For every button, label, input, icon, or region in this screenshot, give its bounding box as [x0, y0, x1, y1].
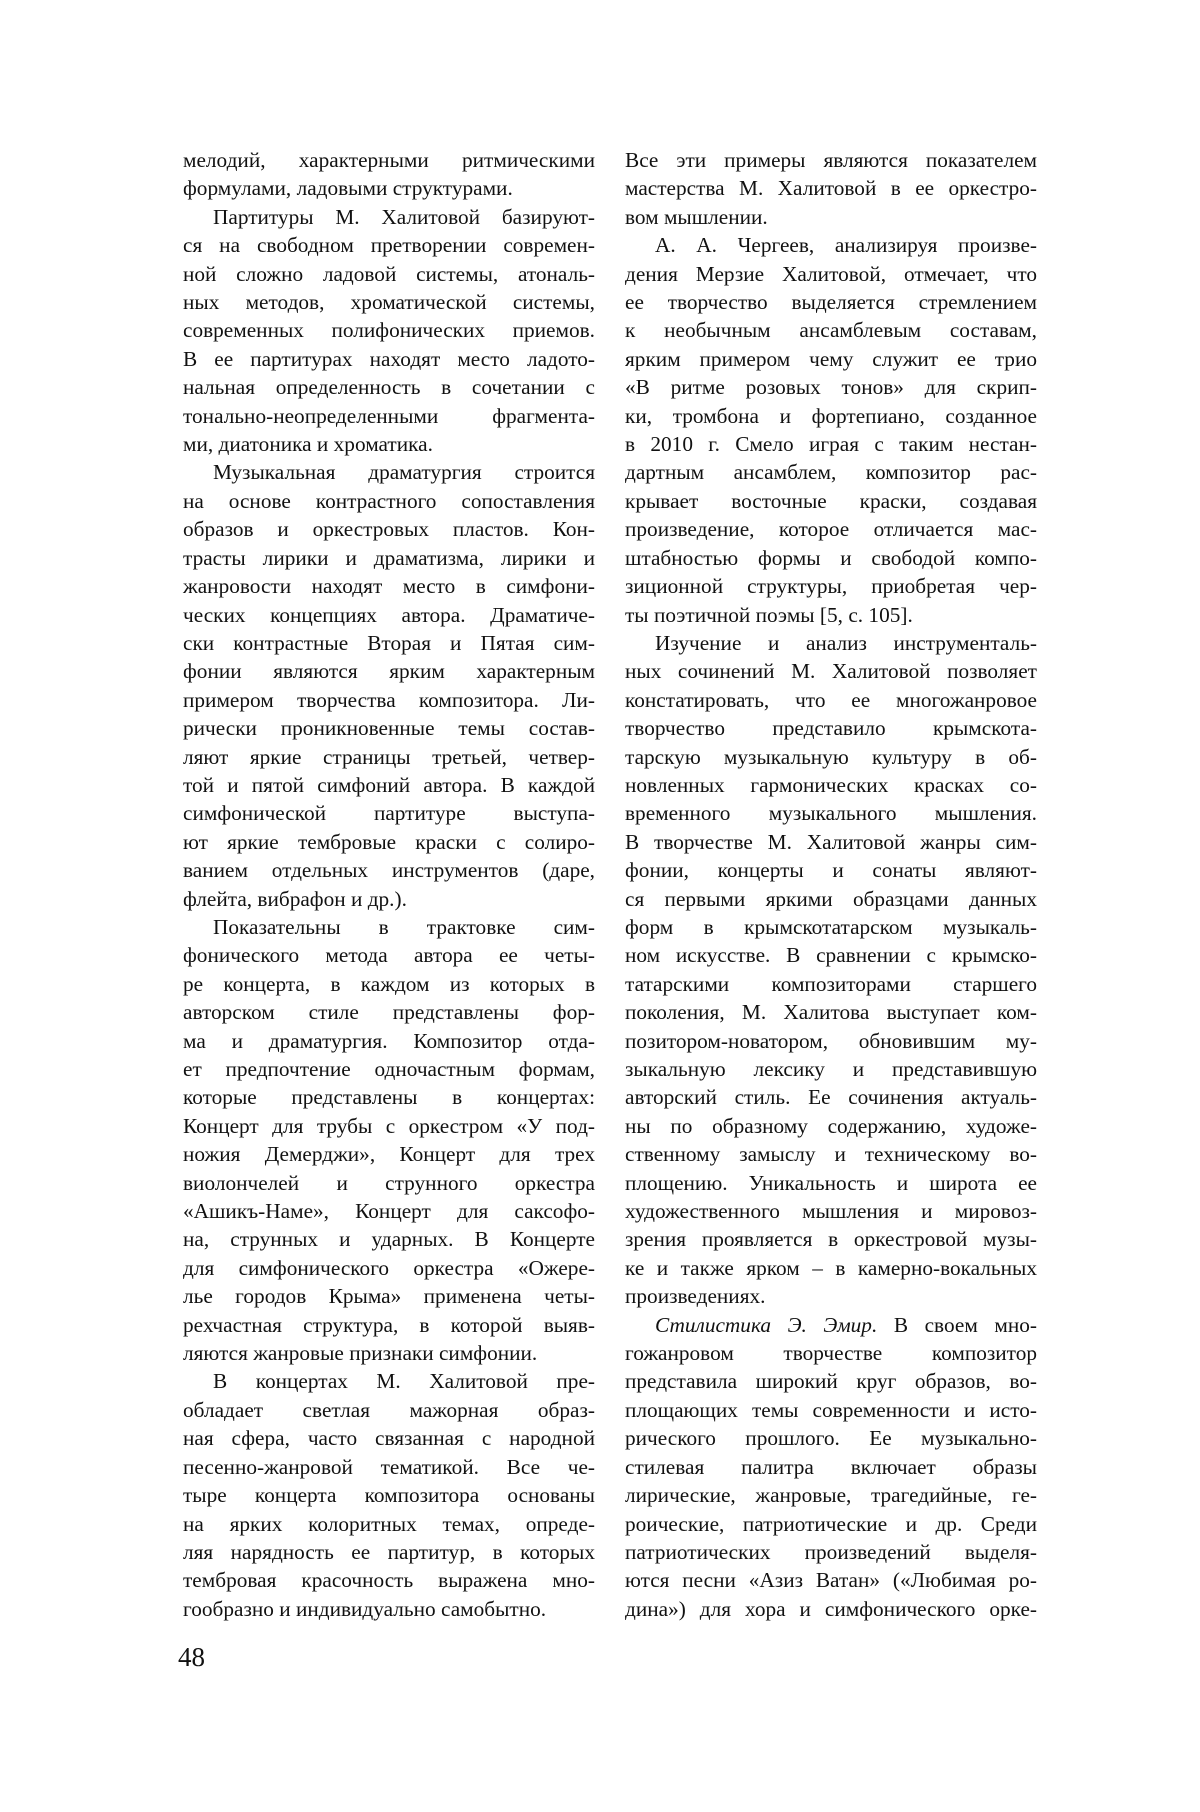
paragraph: [183, 458, 595, 913]
text-line: ном искусстве. В сравнении с крымско-: [625, 943, 1037, 968]
text-line: ке и также ярком – в камерно-вокальных: [625, 1255, 1037, 1280]
text-line: ны по образному содержанию, художе-: [625, 1113, 1037, 1138]
text-line: на, струнных и ударных. В Концерте: [183, 1227, 595, 1252]
text-line: ляя нарядность ее партитур, в которых: [183, 1539, 595, 1564]
text-line: художественного мышления и мировоз-: [625, 1199, 1037, 1224]
text-line: виолончелей и струнного оркестра: [183, 1170, 595, 1195]
text-line: ми, диатоника и хроматика.: [183, 432, 433, 457]
page-number: 48: [178, 1642, 205, 1672]
text-line: роические, патриотические и др. Среди: [625, 1511, 1037, 1536]
text-line: творчество представило крымскота-: [625, 716, 1037, 741]
text-line: обладает светлая мажорная образ-: [183, 1397, 595, 1422]
text-line: ная сфера, часто связанная с народной: [183, 1426, 595, 1451]
text-line: мастерства М. Халитовой в ее оркестро-: [625, 176, 1037, 201]
text-line: зрения проявляется в оркестровой музы-: [625, 1227, 1037, 1252]
text-line: фонии являются ярким характерным: [183, 659, 595, 684]
right-column: [625, 146, 1037, 1623]
text-line: крывает восточные краски, создавая: [625, 488, 1037, 513]
text-run: В своем мно-: [877, 1312, 1037, 1337]
text-line: форм в крымскотатарском музыкаль-: [625, 914, 1037, 939]
paragraph: [625, 1311, 1037, 1623]
text-line: авторском стиле представлены фор-: [183, 1000, 595, 1025]
text-line: ки, тромбона и фортепиано, созданное: [625, 403, 1037, 428]
text-line: произведениях.: [625, 1284, 766, 1309]
text-line: штабностью формы и свободой компо-: [625, 545, 1037, 570]
paragraph: [183, 203, 595, 459]
italic-lead: Стилистика Э. Эмир.: [655, 1312, 878, 1337]
text-line: временного музыкального мышления.: [625, 801, 1037, 826]
text-line: лье городов Крыма» применена четы-: [183, 1284, 595, 1309]
text-line: В ее партитурах находят место ладото-: [183, 346, 595, 371]
text-line: зиционной структуры, приобретая чер-: [625, 574, 1037, 599]
text-line: ма и драматургия. Композитор отда-: [183, 1028, 595, 1053]
text-line: ски контрастные Вторая и Пятая сим-: [183, 630, 595, 655]
text-line: Концерт для трубы с оркестром «У под-: [183, 1113, 595, 1138]
paragraph: [625, 629, 1037, 1311]
text-line: ются песни «Азиз Ватан» («Любимая ро-: [625, 1568, 1037, 1593]
text-line: гообразно и индивидуально самобытно.: [183, 1596, 547, 1621]
text-line: рически проникновенные темы состав-: [183, 716, 595, 741]
text-line: тонально-неопределенными фрагмента-: [183, 403, 595, 428]
text-line: ре концерта, в каждом из которых в: [183, 971, 595, 996]
paragraph: [625, 231, 1037, 629]
text-line: симфонической партитуре выступа-: [183, 801, 595, 826]
text-line: дартным ансамблем, композитор рас-: [625, 460, 1037, 485]
text-line: произведение, которое отличается мас-: [625, 517, 1037, 542]
text-line: ной сложно ладовой системы, атональ-: [183, 261, 595, 286]
text-line: Все эти примеры являются показателем: [625, 148, 1037, 172]
text-line: на основе контрастного сопоставления: [183, 488, 595, 513]
text-line: ванием отдельных инструментов (даре,: [183, 858, 595, 883]
text-line: ты поэтичной поэмы [5, с. 105].: [625, 602, 913, 627]
paragraph: [625, 146, 1037, 231]
text-line: площающих темы современности и исто-: [625, 1397, 1037, 1422]
text-line: ножия Демерджи», Концерт для трех: [183, 1142, 595, 1167]
text-line: образов и оркестровых пластов. Кон-: [183, 517, 595, 542]
text-line: татарскими композиторами старшего: [625, 971, 1037, 996]
text-line: ют яркие тембровые краски с солиро-: [183, 829, 595, 854]
paragraph: [183, 146, 595, 203]
text-line: В творчестве М. Халитовой жанры сим-: [625, 829, 1037, 854]
paragraph: [183, 913, 595, 1368]
text-line: ет предпочтение одночастным формам,: [183, 1057, 595, 1081]
text-line: гожанровом творчестве композитор: [625, 1341, 1037, 1366]
text-line: ных сочинений М. Халитовой позволяет: [625, 659, 1037, 684]
text-line: А. А. Чергеев, анализируя произве-: [655, 233, 1037, 258]
text-line: Изучение и анализ инструменталь-: [655, 630, 1037, 655]
text-line: фонии, концерты и сонаты являют-: [625, 858, 1037, 883]
text-line: той и пятой симфоний автора. В каждой: [183, 772, 595, 797]
text-line: Показательны в трактовке сим-: [213, 914, 595, 939]
text-line: фонического метода автора ее четы-: [183, 943, 595, 968]
text-line: поколения, М. Халитова выступает ком-: [625, 1000, 1037, 1025]
paragraph: [183, 1367, 595, 1623]
text-line: Партитуры М. Халитовой базируют-: [213, 204, 595, 229]
text-line: которые представлены в концертах:: [183, 1085, 595, 1110]
text-line: ся первыми яркими образцами данных: [625, 886, 1037, 911]
text-line: дина») для хора и симфонического орке-: [625, 1596, 1037, 1621]
text-line: мелодий, характерными ритмическими: [183, 148, 595, 172]
text-line: нальная определенность в сочетании с: [183, 375, 595, 400]
text-line: В концертах М. Халитовой пре-: [213, 1369, 595, 1394]
text-line: констатировать, что ее многожанровое: [625, 687, 1037, 712]
text-line: лирические, жанровые, трагедийные, ге-: [625, 1483, 1037, 1508]
text-line: новленных гармонических красках со-: [625, 772, 1037, 797]
text-line: рического прошлого. Ее музыкально-: [625, 1426, 1037, 1451]
text-line: формулами, ладовыми структурами.: [183, 176, 513, 201]
text-line: вом мышлении.: [625, 204, 768, 229]
text-line: жанровости находят место в симфони-: [183, 574, 595, 599]
text-line: «В ритме розовых тонов» для скрип-: [625, 375, 1037, 400]
text-line: тембровая красочность выражена мно-: [183, 1568, 595, 1593]
text-line: к необычным ансамблевым составам,: [625, 318, 1037, 343]
text-line: ляют яркие страницы третьей, четвер-: [183, 744, 595, 769]
text-line: трасты лирики и драматизма, лирики и: [183, 545, 595, 570]
text-line: ярким примером чему служит ее трио: [625, 346, 1037, 371]
text-line: ляются жанровые признаки симфонии.: [183, 1341, 538, 1366]
text-line: зыкальную лексику и представившую: [625, 1057, 1037, 1081]
text-line: позитором-новатором, обновившим му-: [625, 1028, 1037, 1053]
text-line: флейта, вибрафон и др.).: [183, 886, 407, 911]
text-line: рехчастная структура, в которой выяв-: [183, 1312, 595, 1337]
text-line: авторский стиль. Ее сочинения актуаль-: [625, 1085, 1037, 1110]
text-line: в 2010 г. Смело играя с таким нестан-: [625, 432, 1037, 457]
text-line: ственному замыслу и техническому во-: [625, 1142, 1037, 1167]
text-line: площению. Уникальность и широта ее: [625, 1170, 1037, 1195]
text-line: представила широкий круг образов, во-: [625, 1369, 1037, 1394]
text-line: ных методов, хроматической системы,: [183, 290, 595, 315]
text-line: примером творчества композитора. Ли-: [183, 687, 595, 712]
left-column: [183, 146, 595, 1623]
text-line: стилевая палитра включает образы: [625, 1454, 1037, 1479]
text-line: дения Мерзие Халитовой, отмечает, что: [625, 261, 1037, 286]
text-line: на ярких колоритных темах, опреде-: [183, 1511, 595, 1536]
text-line: патриотических произведений выделя-: [625, 1539, 1037, 1564]
text-line: ся на свободном претворении современ-: [183, 233, 595, 258]
text-line: песенно-жанровой тематикой. Все че-: [183, 1454, 595, 1479]
text-line: тыре концерта композитора основаны: [183, 1483, 595, 1508]
text-line: [625, 1311, 1037, 1339]
text-line: ческих концепциях автора. Драматиче-: [183, 602, 595, 627]
text-line: Музыкальная драматургия строится: [213, 460, 595, 485]
text-line: ее творчество выделяется стремлением: [625, 290, 1037, 315]
text-line: современных полифонических приемов.: [183, 318, 595, 343]
text-line: «Ашикъ-Наме», Концерт для саксофо-: [183, 1199, 595, 1224]
text-line: для симфонического оркестра «Ожере-: [183, 1255, 595, 1280]
text-line: тарскую музыкальную культуру в об-: [625, 744, 1037, 769]
